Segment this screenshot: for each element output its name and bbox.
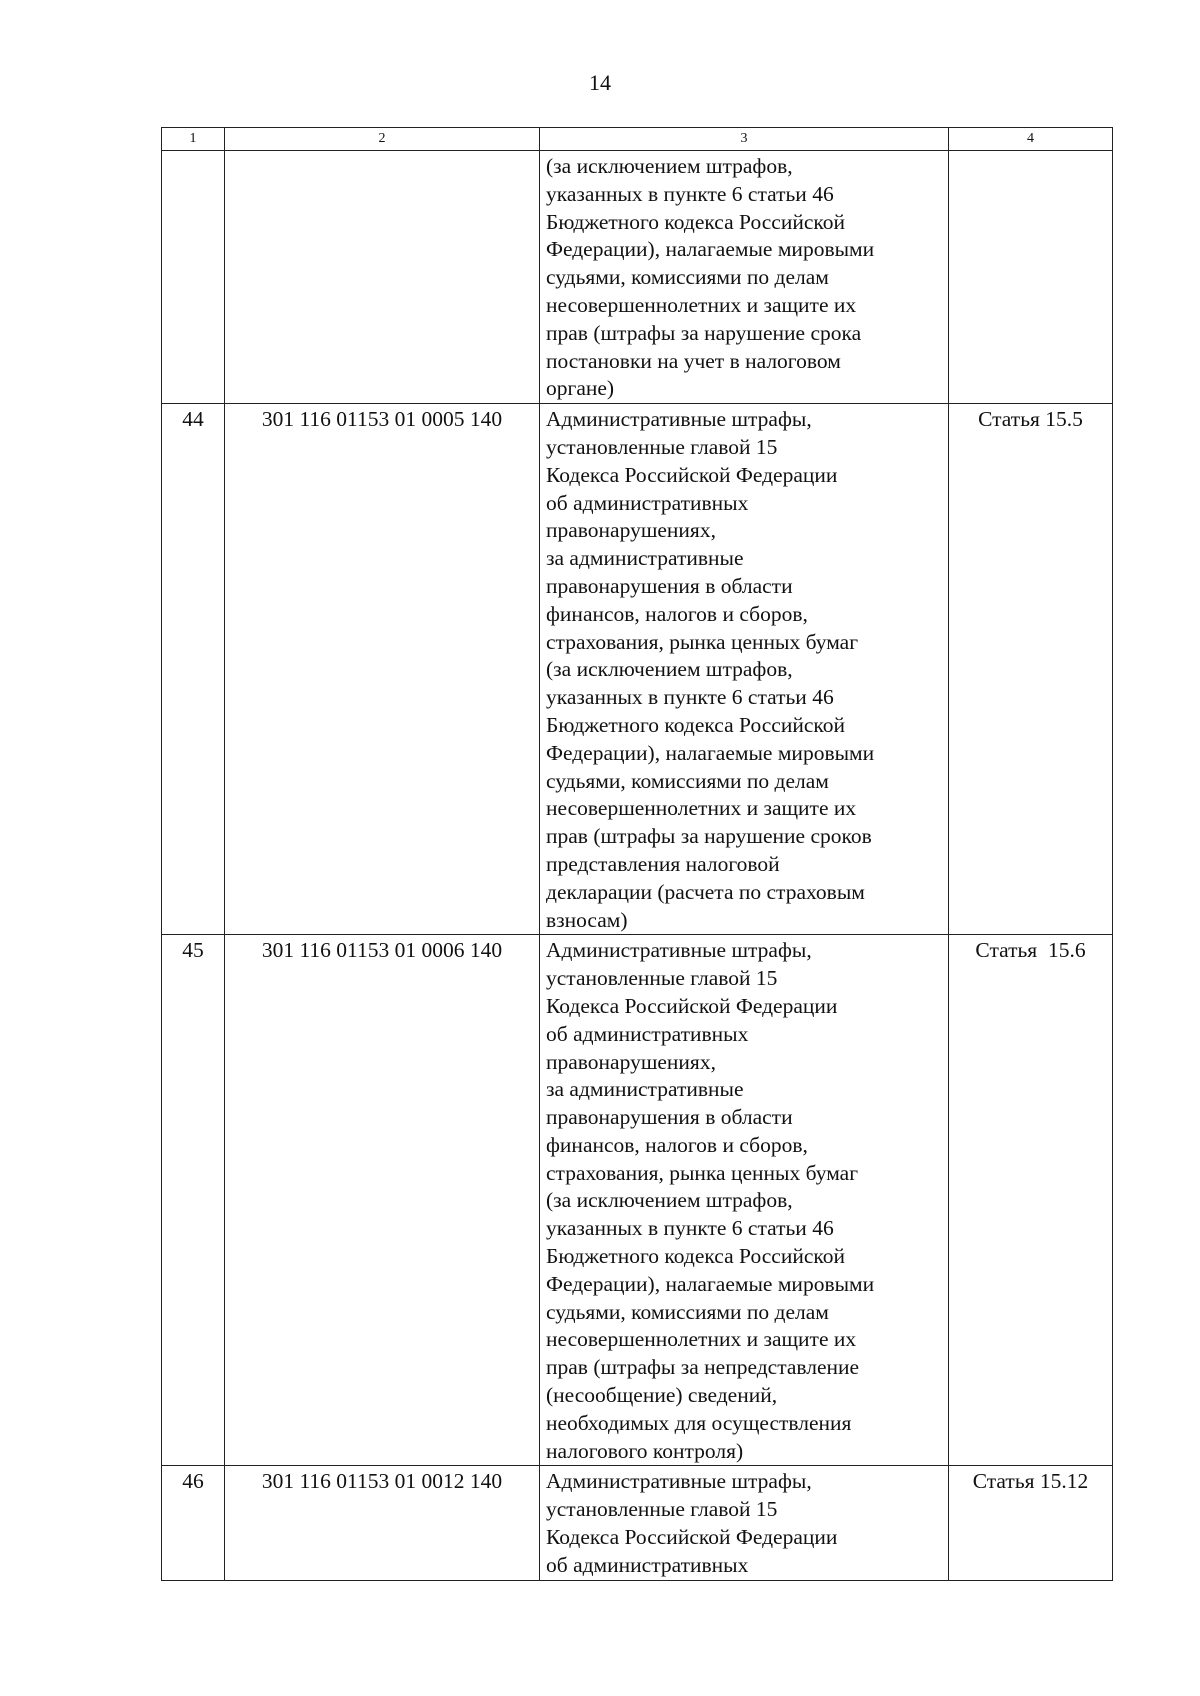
description-line: прав (штрафы за нарушение сроков	[546, 824, 872, 849]
page-number: 14	[589, 70, 611, 95]
description-line: постановки на учет в налоговом	[546, 348, 841, 373]
description-line: несовершеннолетних и защите их	[546, 796, 857, 821]
description-line: Федерации), налагаемые мировыми	[546, 1271, 875, 1296]
description-line: правонарушения в области	[546, 573, 793, 598]
description-line: судьями, комиссиями по делам	[546, 1299, 829, 1324]
description-line: налогового контроля)	[546, 1438, 744, 1463]
table-header-row	[162, 128, 1113, 151]
description-line: (несообщение) сведений,	[546, 1383, 778, 1408]
description-line: Кодекса Российской Федерации	[546, 993, 838, 1018]
description-line: Бюджетного кодекса Российской	[546, 712, 845, 737]
description-line: представления налоговой	[546, 851, 780, 876]
description-line: органе)	[546, 376, 615, 401]
description-line: за административные	[546, 546, 744, 571]
description-line: страхования, рынка ценных бумаг	[546, 629, 859, 654]
column-header-2: 2	[225, 128, 540, 151]
description-cell	[540, 151, 949, 404]
budget-code-cell: 301 116 01153 01 0006 140	[225, 935, 540, 1466]
description-line: прав (штрафы за непредставление	[546, 1355, 860, 1380]
description-line: установленные главой 15	[546, 1497, 778, 1522]
description-line: необходимых для осуществления	[546, 1410, 852, 1435]
article-cell: Статья 15.12	[949, 1466, 1113, 1580]
column-header-1: 1	[162, 128, 225, 151]
description-line: Административные штрафы,	[546, 938, 812, 963]
column-header-3: 3	[540, 128, 949, 151]
description-line: указанных в пункте 6 статьи 46	[546, 1216, 834, 1241]
description-line: за административные	[546, 1077, 744, 1102]
budget-code-cell: 301 116 01153 01 0012 140	[225, 1466, 540, 1580]
budget-code-cell	[225, 151, 540, 404]
description-line: правонарушениях,	[546, 518, 716, 543]
article-cell: Статья 15.6	[949, 935, 1113, 1466]
description-line: Федерации), налагаемые мировыми	[546, 740, 875, 765]
description-line: Федерации), налагаемые мировыми	[546, 237, 875, 262]
table-row	[162, 151, 1113, 404]
description-line: Административные штрафы,	[546, 407, 812, 432]
column-header-4: 4	[949, 128, 1113, 151]
row-number-cell: 46	[162, 1466, 225, 1580]
table-row	[162, 1466, 1113, 1580]
description-line: установленные главой 15	[546, 966, 778, 991]
description-line: прав (штрафы за нарушение срока	[546, 320, 862, 345]
description-cell	[540, 1466, 949, 1580]
description-line: (за исключением штрафов,	[546, 154, 793, 178]
description-line: Кодекса Российской Федерации	[546, 462, 838, 487]
description-line: Административные штрафы,	[546, 1469, 812, 1494]
article-cell: Статья 15.5	[949, 404, 1113, 935]
table-row	[162, 935, 1113, 1466]
description-line: правонарушения в области	[546, 1105, 793, 1130]
description-line: об административных	[546, 1552, 749, 1577]
description-line: установленные главой 15	[546, 434, 778, 459]
description-line: указанных в пункте 6 статьи 46	[546, 181, 834, 206]
description-line: взносам)	[546, 907, 628, 932]
row-number-cell: 45	[162, 935, 225, 1466]
budget-codes-table	[161, 127, 1113, 1581]
description-line: несовершеннолетних и защите их	[546, 1327, 857, 1352]
description-cell	[540, 935, 949, 1466]
description-line: (за исключением штрафов,	[546, 657, 793, 682]
description-line: Бюджетного кодекса Российской	[546, 209, 845, 234]
description-line: несовершеннолетних и защите их	[546, 292, 857, 317]
description-line: финансов, налогов и сборов,	[546, 601, 808, 626]
description-line: Бюджетного кодекса Российской	[546, 1244, 845, 1269]
table-row	[162, 404, 1113, 935]
description-cell	[540, 404, 949, 935]
description-line: Кодекса Российской Федерации	[546, 1525, 838, 1550]
row-number-cell	[162, 151, 225, 404]
description-line: об административных	[546, 1021, 749, 1046]
description-line: страхования, рынка ценных бумаг	[546, 1160, 859, 1185]
description-line: об административных	[546, 490, 749, 515]
article-cell	[949, 151, 1113, 404]
description-line: судьями, комиссиями по делам	[546, 768, 829, 793]
description-line: (за исключением штрафов,	[546, 1188, 793, 1213]
budget-code-cell: 301 116 01153 01 0005 140	[225, 404, 540, 935]
description-line: декларации (расчета по страховым	[546, 879, 865, 904]
description-line: указанных в пункте 6 статьи 46	[546, 685, 834, 710]
description-line: правонарушениях,	[546, 1049, 716, 1074]
description-line: финансов, налогов и сборов,	[546, 1132, 808, 1157]
row-number-cell: 44	[162, 404, 225, 935]
description-line: судьями, комиссиями по делам	[546, 265, 829, 290]
table-body	[162, 151, 1113, 1581]
